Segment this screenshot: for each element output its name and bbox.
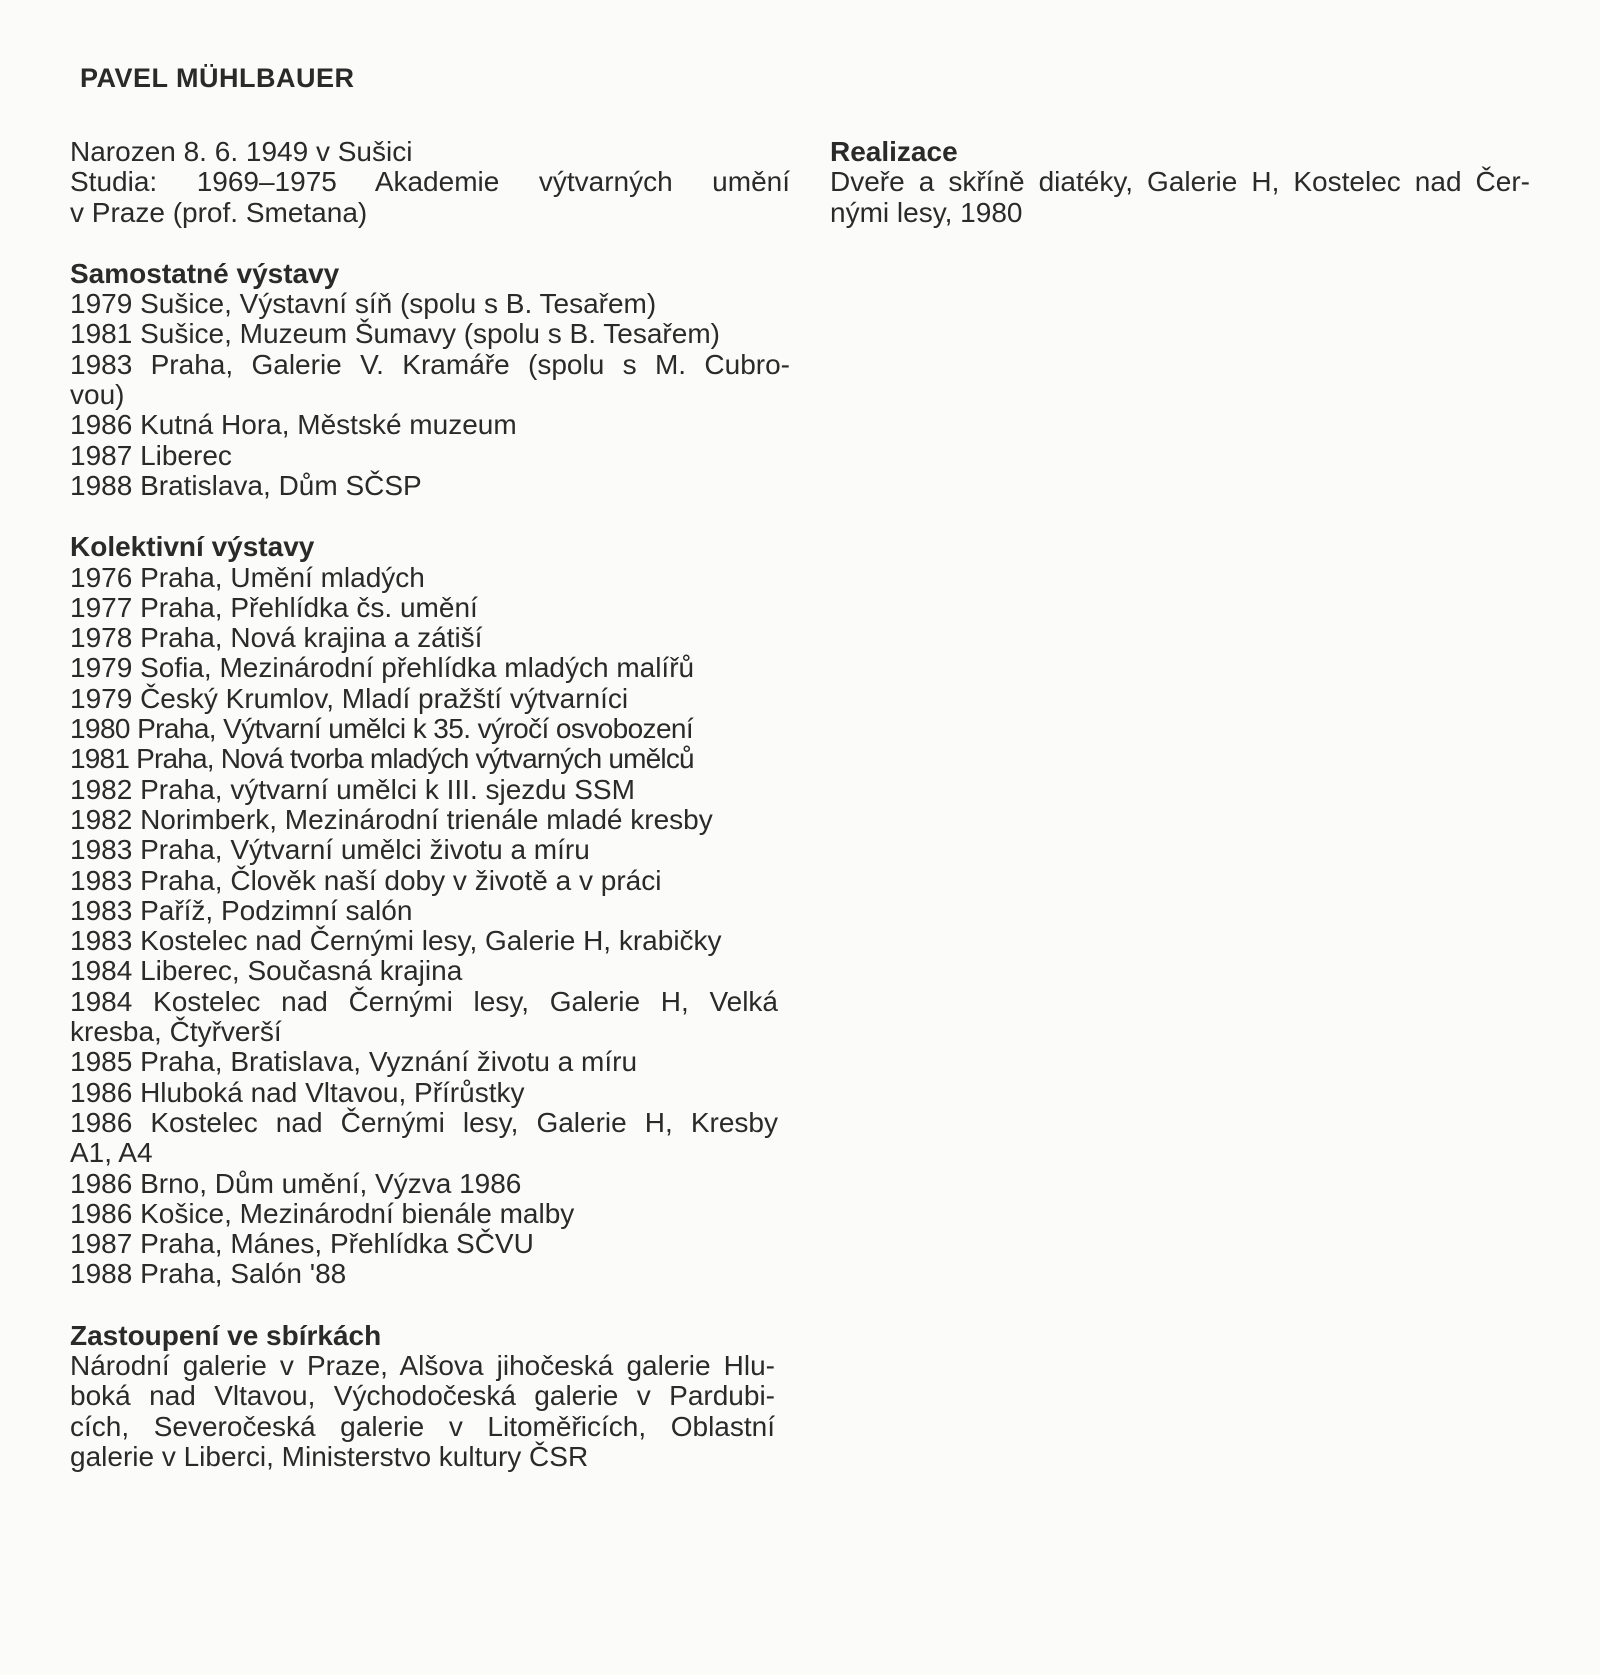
list-item: 1981 Praha, Nová tvorba mladých výtvarných umělců: [70, 743, 694, 775]
collections-line: boká nad Vltavou, Východočeská galerie v Pardubi-: [70, 1380, 775, 1412]
list-item: 1983 Praha, Galerie V. Kramáře (spolu s M. Cubro-: [70, 348, 790, 380]
list-item: 1977 Praha, Přehlídka čs. umění: [70, 591, 478, 623]
group-exhibitions-heading: Kolektivní výstavy: [70, 531, 315, 563]
list-item: 1976 Praha, Umění mladých: [70, 561, 425, 593]
list-item: 1980 Praha, Výtvarní umělci k 35. výročí osvobození: [70, 713, 694, 745]
list-item: 1986 Košice, Mezinárodní bienále malby: [70, 1197, 575, 1229]
list-item: 1986 Brno, Dům umění, Výzva 1986: [70, 1167, 522, 1199]
list-item: 1983 Praha, Člověk naší doby v životě a v práci: [70, 864, 662, 896]
solo-exhibitions-section: [70, 259, 790, 501]
list-item: 1984 Liberec, Současná krajina: [70, 955, 463, 987]
list-item: A1, A4: [70, 1137, 153, 1169]
realizations-section: [830, 137, 1550, 228]
list-item: 1985 Praha, Bratislava, Vyznání životu a míru: [70, 1046, 638, 1078]
list-item: 1982 Norimberk, Mezinárodní trienále mladé kresby: [70, 803, 713, 835]
solo-exhibitions-heading: Samostatné výstavy: [70, 257, 340, 289]
list-item: 1979 Český Krumlov, Mladí pražští výtvarníci: [70, 682, 629, 714]
list-item: 1986 Hluboká nad Vltavou, Přírůstky: [70, 1076, 525, 1108]
left-column: [70, 137, 790, 1502]
list-item: 1984 Kostelec nad Černými lesy, Galerie H, Velká: [70, 985, 778, 1017]
list-item: 1979 Sofia, Mezinárodní přehlídka mladých malířů: [70, 652, 695, 684]
collections-line: cích, Severočeská galerie v Litoměřicích, Oblastní: [70, 1410, 775, 1442]
list-item: 1986 Kostelec nad Černými lesy, Galerie H, Kresby: [70, 1106, 778, 1138]
birth-line: Narozen 8. 6. 1949 v Sušici: [70, 136, 413, 167]
list-item: 1983 Paříž, Podzimní salón: [70, 894, 413, 926]
list-item: 1981 Sušice, Muzeum Šumavy (spolu s B. Tesařem): [70, 318, 720, 350]
list-item: 1978 Praha, Nová krajina a zátiší: [70, 622, 483, 654]
list-item: 1983 Praha, Výtvarní umělci životu a míru: [70, 834, 590, 866]
studies-line-cont: v Praze (prof. Smetana): [70, 196, 368, 228]
list-item: 1986 Kutná Hora, Městské muzeum: [70, 409, 517, 441]
realizations-line: nými lesy, 1980: [830, 196, 1023, 228]
realizations-heading: Realizace: [830, 136, 958, 167]
collections-line: Národní galerie v Praze, Alšova jihočeská galerie Hlu-: [70, 1349, 775, 1381]
list-item: 1988 Bratislava, Dům SČSP: [70, 469, 422, 501]
list-item: 1987 Praha, Mánes, Přehlídka SČVU: [70, 1228, 534, 1260]
artist-name: PAVEL MÜHLBAUER: [80, 63, 355, 93]
list-item: 1987 Liberec: [70, 439, 232, 471]
list-item: 1988 Praha, Salón '88: [70, 1258, 347, 1290]
collections-line: galerie v Liberci, Ministerstvo kultury ČSR: [70, 1440, 589, 1472]
list-item: 1979 Sušice, Výstavní síň (spolu s B. Tesařem): [70, 288, 657, 320]
list-item: 1982 Praha, výtvarní umělci k III. sjezdu SSM: [70, 773, 635, 805]
bio-section: [70, 137, 790, 228]
list-item: kresba, Čtyřverší: [70, 1016, 282, 1048]
list-item: vou): [70, 379, 125, 411]
group-exhibitions-section: [70, 532, 790, 1289]
collections-heading: Zastoupení ve sbírkách: [70, 1319, 382, 1351]
list-item: 1983 Kostelec nad Černými lesy, Galerie H, krabičky: [70, 925, 722, 957]
studies-line: Studia: 1969–1975 Akademie výtvarných umění: [70, 166, 790, 198]
collections-section: [70, 1321, 790, 1472]
right-column: [830, 137, 1550, 258]
realizations-line: Dveře a skříně diatéky, Galerie H, Kostelec nad Čer-: [830, 166, 1530, 198]
